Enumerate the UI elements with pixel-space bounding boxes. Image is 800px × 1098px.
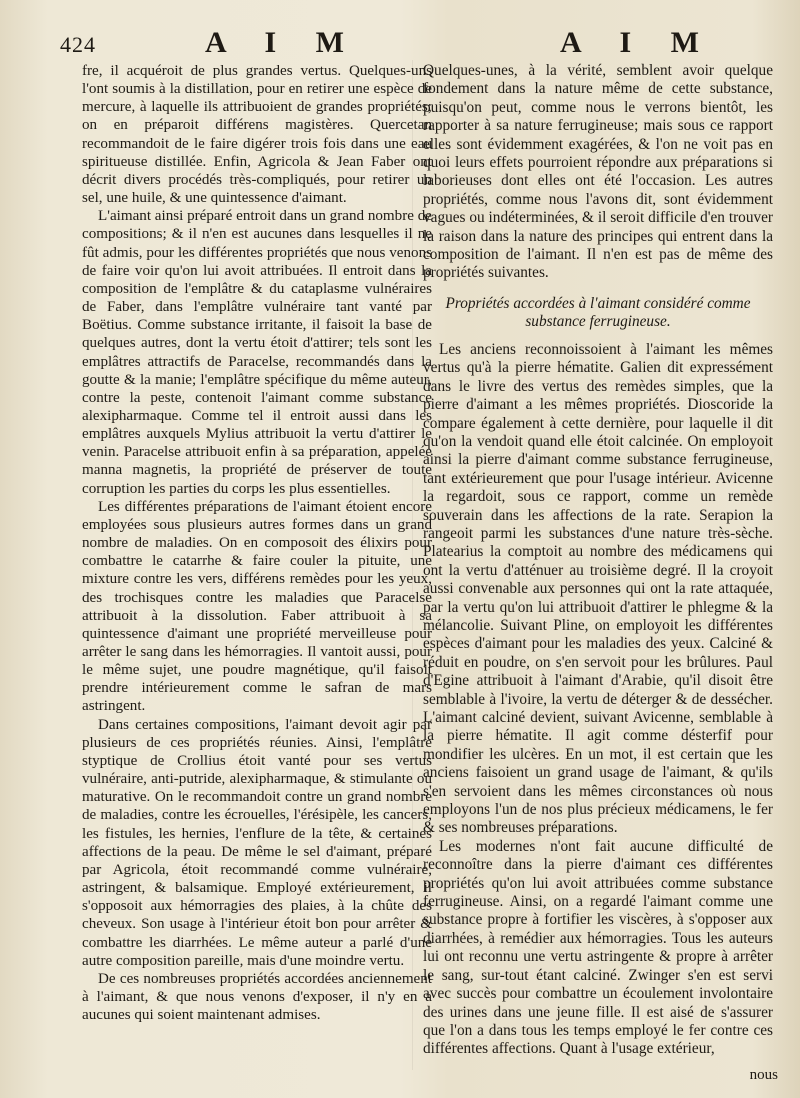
running-title-left: A I M	[205, 26, 360, 59]
page-number: 424	[60, 32, 96, 57]
section-title	[423, 295, 773, 331]
right-column	[423, 62, 773, 1059]
paragraph: Dans certaines compositions, l'aimant devoit agir par plusieurs de ces propriétés réunies. Ainsi, l'emplâtre styptique de Crollius étoit vanté pour ses vertus vulnéraire, anti-putride, alexipharmaque, & stimulante ou maturative. On le recommandoit contre un grand nombre de maladies, contre les écrouelles, l'érésipèle, les cancers, les fistules, les hernies, l'enflure de la tête, & certaines affections de la peau. De même le sel d'aimant, préparé par Agricola, étoit recommandé comme vulnéraire, astringent, & balsamique. Employé extérieurement, il s'opposoit aux hémorragies des plaies, à la chûte des cheveux. Son usage à l'intérieur étoit bon pour arrêter & combattre les diarrhées. Le même auteur a parlé d'une autre composition pareille, mais d'une moindre vertu.	[82, 716, 432, 969]
running-title-right: A I M	[560, 26, 715, 59]
paragraph: L'aimant ainsi préparé entroit dans un grand nombre de compositions; & il n'en est aucunes dans lesquelles il ne fût admis, pour les différentes propriétés que nous venons de faire voir qu'on lui avoit attribuées. Il entroit dans la composition de l'emplâtre & du cataplasme vulnéraires de Faber, dans l'emplâtre vulnéraire tant vanté par Boëtius. Comme substance irritante, il faisoit la base de quelques autres, dont la vertu étoit d'attirer; tels sont les emplâtres attractifs de Paracelse, recommandés dans la goutte & la manie; l'emplâtre spécifique du même auteur, contre la peste, contenoit l'aimant comme substance alexipharmaque. Comme tel il entroit aussi dans les emplâtres auxquels Mylius attribuoit la vertu d'attirer le venin. Paracelse attribuoit enfin à sa préparation, appelée manna magnetis, la propriété de préserver de toute corruption les parties du corps les plus essentielles.	[82, 208, 432, 497]
left-column	[82, 62, 432, 1024]
paragraph: Quelques-unes, à la vérité, semblent avoir quelque fondement dans la nature même de cette substance, puisqu'on peut, comme nous le verrons bientôt, les rapporter à sa nature ferrugineuse; mais sous ce rapport elles sont évidemment exagérées, & l'on ne voit pas en quoi leurs effets pourroient répondre aux préparations si laborieuses dont elles ont été l'occasion. Les autres propriétés, comme nous l'avons dit, sont évidemment vagues ou indéterminées, & il seroit difficile d'en trouver la raison dans la nature des principes qui entrent dans la composition de l'aimant. Il n'en est pas de même des propriétés suivantes.	[423, 62, 773, 282]
catchword: nous	[749, 1067, 778, 1083]
paragraph: Les différentes préparations de l'aimant étoient encore employées sous plusieurs autres formes dans un grand nombre de maladies. On en composoit des élixirs pour combattre le catarrhe & faire couler la pituite, une mixture contre les vers, différens remèdes pour les yeux, des trochisques contre les maladies que Paracelse attribuoit à la dissolution. Faber attribuoit à sa quintessence d'aimant une propriété merveilleuse pour arrêter le sang dans les hémorragies. Il vantoit aussi, pour le même sujet, une poudre magnétique, qu'il faisoit prendre intérieurement comme le safran de mars astringent.	[82, 498, 432, 715]
paragraph: fre, il acquéroit de plus grandes vertus. Quelques-uns l'ont soumis à la distillation, pour en retirer une espèce de mercure, à laquelle ils attribuoient de grandes propriétés; on en préparoit différens magistères. Quercetan recommandoit de le faire digérer trois fois dans une eau spiritueuse distillée. Enfin, Agricola & Jean Faber ont décrit divers procédés très-compliqués, pour retirer un sel, une huile, & une quintessence d'aimant.	[82, 63, 432, 207]
paragraph: De ces nombreuses propriétés accordées anciennement à l'aimant, & que nous venons d'exposer, il n'y en a aucunes qui soient maintenant admises.	[82, 970, 432, 1024]
paragraph: Les anciens reconnoissoient à l'aimant les mêmes vertus qu'à la pierre hématite. Galien dit expressément dans le livre des vertus des remèdes simples, que la pierre d'aimant a les mêmes propriétés. Dioscoride la compare également à cette dernière, pour laquelle il dit qu'on la vendoit quand elle étoit calcinée. On employoit ainsi la pierre d'aimant comme substance ferrugineuse, tant extérieurement que pour l'usage intérieur. Avicenne la regardoit, sous ce rapport, comme un remède souverain dans les affections de la rate. Serapion la rangeoit parmi les substances d'une nature très-sèche. Platearius la comptoit au nombre des médicamens qui ont la vertu d'atténuer au troisième degré. Il la croyoit aussi convenable aux personnes qui ont la rate attaquée, par la vertu qu'on lui attribuoit d'attirer le phlegme & la mélancolie. Suivant Pline, on employoit les différentes espèces d'aimant pour les maladies des yeux. Calciné & réduit en poudre, on s'en servoit pour les brûlures. Paul d'Egine attribuoit à l'aimant d'Arabie, qu'il disoit être semblable à l'ivoire, la vertu de déterger & de dessécher. L'aimant calciné devient, suivant Avicenne, semblable à la pierre hématite. Il agit comme désterfif pour mondifier les ulcères. En un mot, il est certain que les anciens faisoient un grand usage de l'aimant, & qu'ils s'en servoient dans les mêmes circonstances où nous employons l'un de nos plus précieux médicamens, le fer & ses nombreuses préparations.	[423, 340, 773, 837]
section-title-line: Propriétés accordées à l'aimant considéré comme	[445, 294, 751, 312]
paragraph: Les modernes n'ont fait aucune difficulté de reconnoître dans la pierre d'aimant ces différentes propriétés qu'on lui avoit attribuées comme substance ferrugineuse. Ainsi, on a regardé l'aimant comme une substance propre à fortifier les viscères, à s'opposer aux diarrhées, à remédier aux hémorragies. Tous les auteurs lui ont reconnu une vertu astringente & propre à arrêter le sang, sur-tout étant calciné. Zwinger s'en est servi avec succès pour combattre un écoulement involontaire des urines dans une jeune fille. Il est aisé de s'assurer que l'on a dans tous les temps employé le fer contre ces différentes affections. Quant à l'usage extérieur,	[423, 837, 773, 1058]
section-title-line: substance ferrugineuse.	[525, 312, 671, 330]
